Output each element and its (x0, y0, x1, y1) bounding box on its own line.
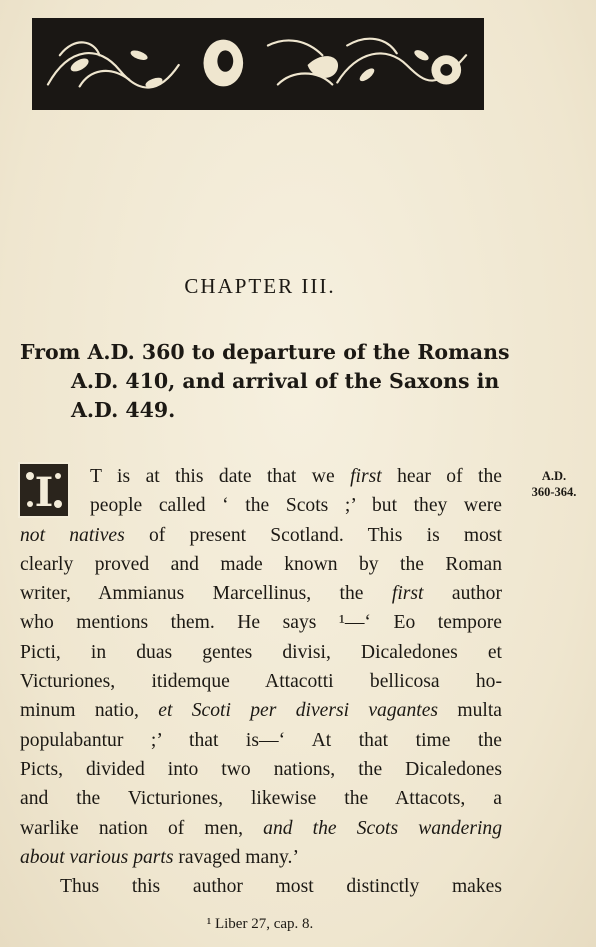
text-run: writer, Ammianus Marcellinus, the (20, 583, 392, 605)
text-line (20, 784, 502, 813)
floral-ornament-icon (40, 26, 476, 102)
italic-text: et Scoti per diversi vagantes (158, 700, 439, 722)
margin-date-note (518, 468, 590, 500)
text-run: minum natio, (20, 700, 159, 722)
text-run: ravaged many.’ (173, 846, 299, 868)
text-run: Victuriones, itidemque Attacotti bellicosa ho- (20, 671, 502, 693)
italic-text: not natives (20, 524, 125, 546)
italic-text: about various parts (20, 846, 174, 868)
text-line (20, 872, 502, 901)
text-run: hear of the (381, 466, 502, 487)
text-line (20, 491, 502, 520)
subtitle-line: From A.D. 360 to departure of the Romans (20, 340, 510, 364)
decorated-initial-icon (18, 462, 70, 518)
text-line (20, 755, 502, 784)
margin-note-label: A.D. (541, 469, 567, 483)
text-run: and the Victuriones, likewise the Attacots, a (20, 788, 502, 810)
text-run: T is at this date that we (90, 466, 351, 487)
italic-text: and the Scots wandering (263, 817, 503, 839)
text-line (20, 726, 502, 755)
subtitle-line: A.D. 410, and arrival of the Saxons in (71, 369, 500, 393)
text-line (20, 550, 502, 579)
text-run: clearly proved and made known by the Roman (20, 553, 502, 575)
margin-note-years: 360-364. (531, 485, 577, 499)
text-line (20, 814, 502, 843)
text-run: who mentions them. He says ¹—‘ Eo tempore (20, 612, 502, 634)
text-line (20, 843, 502, 872)
text-line (20, 462, 502, 491)
footnote: ¹ Liber 27, cap. 8. (206, 916, 314, 932)
text-line (20, 579, 502, 608)
text-run: people called ‘ the Scots ;’ but they were (90, 495, 502, 517)
subtitle-line: A.D. 449. (71, 398, 176, 422)
text-run: warlike nation of men, (20, 817, 264, 839)
italic-text: first (391, 583, 424, 605)
text-line (20, 638, 502, 667)
italic-text: first (350, 466, 382, 487)
headpiece-ornament (32, 18, 484, 110)
drop-cap (18, 462, 70, 518)
drop-cap-letter: I (34, 469, 54, 516)
body-paragraph (20, 462, 502, 901)
text-line (20, 667, 502, 696)
text-run: of present Scotland. This is most (124, 524, 503, 546)
text-run: Thus this author most distinctly makes (60, 876, 502, 898)
text-line (20, 521, 502, 550)
text-run: Picts, divided into two nations, the Dicaledones (20, 758, 502, 780)
text-line (20, 608, 502, 637)
chapter-subtitle (20, 338, 510, 425)
text-run: populabantur ;’ that is—‘ At that time the (20, 729, 502, 751)
text-run: Picti, in duas gentes divisi, Dicaledones et (20, 641, 502, 663)
chapter-heading: CHAPTER III. (184, 274, 336, 298)
text-line (20, 696, 502, 725)
text-run: multa (438, 700, 502, 722)
text-run: author (423, 583, 502, 605)
